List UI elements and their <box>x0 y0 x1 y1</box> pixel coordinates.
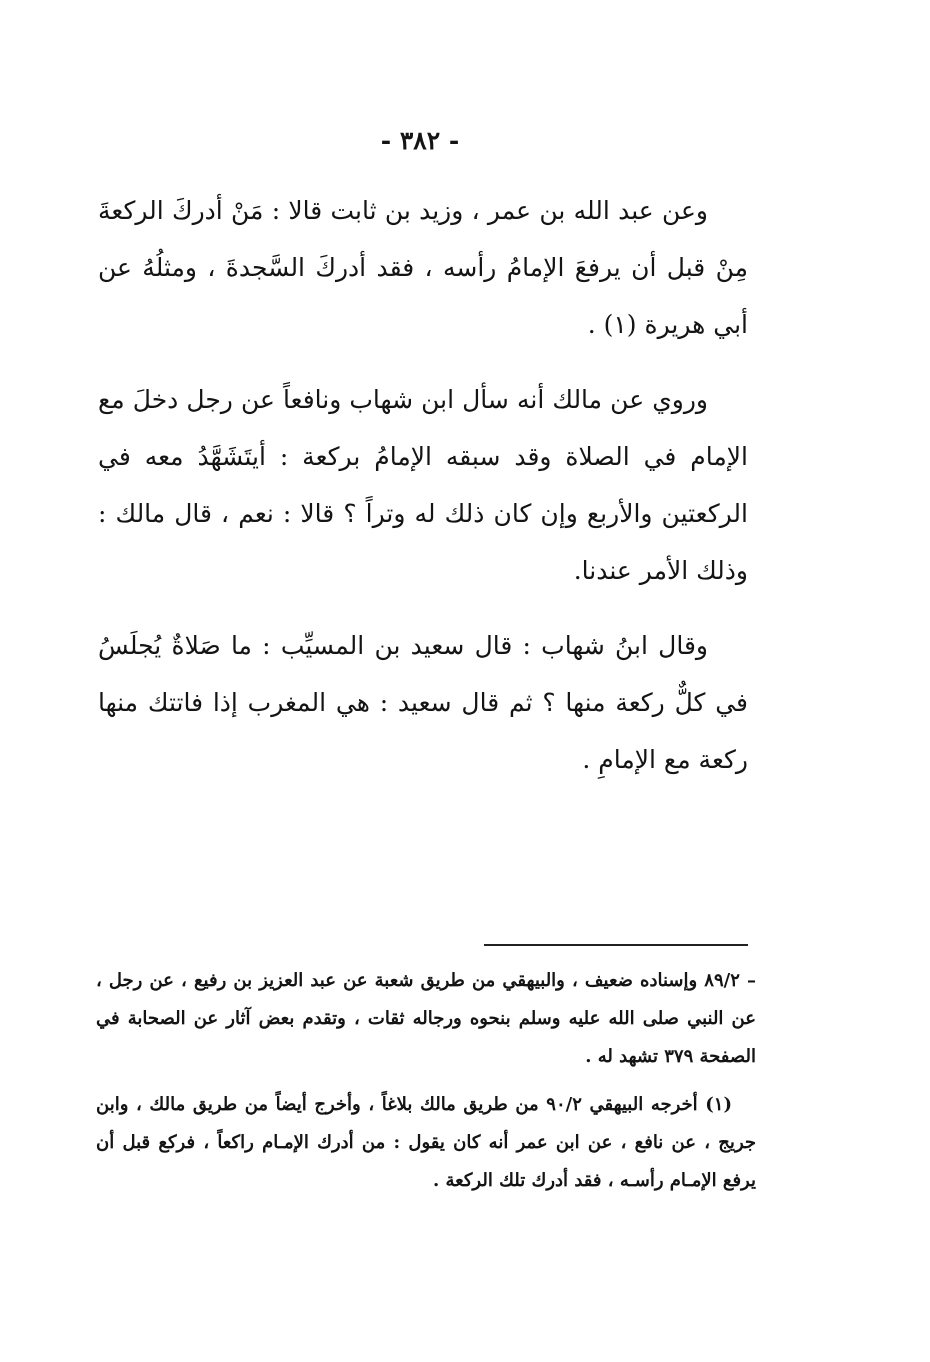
main-text <box>98 182 748 806</box>
paragraph-malik: وروي عن مالك أنه سأل ابن شهاب ونافعاً عن رجل دخلَ مع الإمام في الصلاة وقد سبقه الإمامُ بركعة : أيتَشَهَّدُ معه في الركعتين والأربع وإن كان ذلك له وتراً ؟ قالا : نعم ، قال مالك : وذلك الأمر عندنا. <box>98 385 748 585</box>
footnote-1: (١) أخرجه البيهقي ٩٠/٢ من طريق مالك بلاغاً ، وأخرج أيضاً من طريق مالك ، وابن جريج ، عن نافع ، عن ابن عمر أنه كان يقول : من أدرك الإمـام راكعاً ، فركع قبل أن يرفع الإمـام رأسـه ، فقد أدرك تلك الركعة . <box>96 1094 756 1191</box>
footnote-hadith: – ٨٩/٢ وإسناده ضعيف ، والبيهقي من طريق شعبة عن عبد العزيز بن رفيع ، عن رجل ، عن النبي صلى الله عليه وسلم بنحوه ورجاله ثقات ، وتقدم بعض آثار عن الصحابة في الصفحة ٣٧٩ تشهد له . <box>96 970 756 1067</box>
paragraph-ibn-shihab: وقال ابنُ شهاب : قال سعيد بن المسيِّب : ما صَلاةٌ يُجلَسُ في كلٌّ ركعة منها ؟ ثم قال سعيد : هي المغرب إذا فاتتك منها ركعة مع الإمامِ . <box>98 631 748 774</box>
footnotes <box>96 962 756 1210</box>
page-number: - ٣٨٢ - <box>380 126 460 155</box>
paragraph-ibn-umar: وعن عبد الله بن عمر ، وزيد بن ثابت قالا : مَنْ أدركَ الركعةَ مِنْ قبل أن يرفعَ الإمامُ رأسه ، فقد أدركَ السَّجدةَ ، ومثلُهُ عن أبي هريرة (١) . <box>98 196 748 339</box>
footnote-separator <box>484 944 748 946</box>
